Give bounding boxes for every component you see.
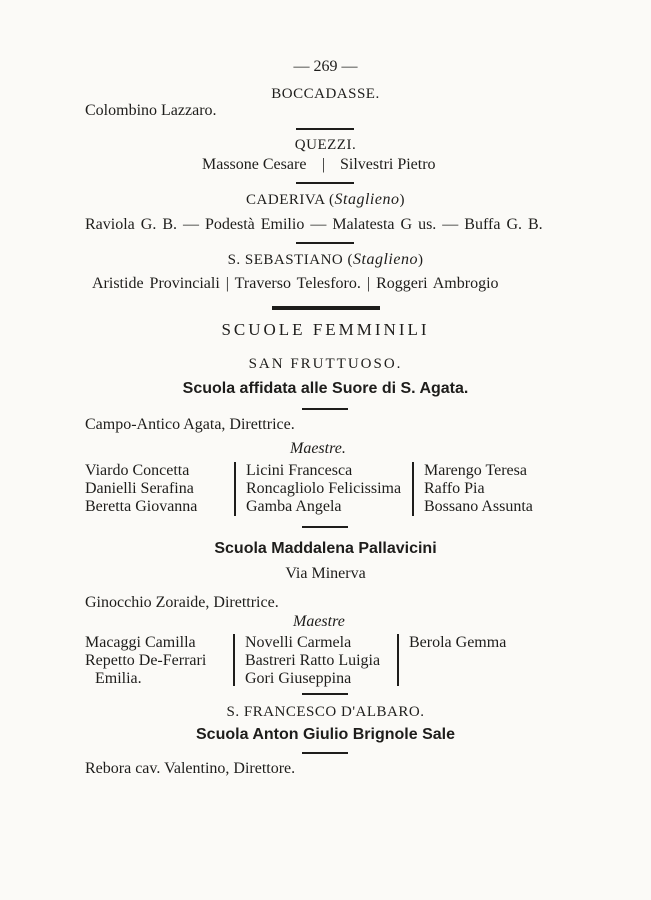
quezzi-left: Massone Cesare [202,156,307,173]
heading-text: S. SEBASTIANO ( [227,252,353,268]
teacher-name: Beretta Giovanna [85,498,198,515]
maestre-label: Maestre [293,613,345,630]
teacher-column-2 [245,634,380,688]
separator-rule [302,408,348,410]
heading-text: CADERIVA ( [246,192,335,208]
quezzi-right: Silvestri Pietro [340,156,436,173]
teacher-column-1 [85,634,206,688]
teacher-column-3 [424,462,533,516]
heading-end: ) [399,192,405,208]
teacher-column-1 [85,462,197,516]
school-name-agata: Scuola affidata alle Suore di S. Agata. [182,380,469,397]
separator-rule [296,182,354,184]
section-heading-albaro: S. FRANCESCO D'ALBARO. [226,704,425,720]
column-divider [233,634,235,686]
teacher-name: Licini Francesca [246,462,353,479]
separator-rule [302,752,348,754]
section-title-femminili: SCUOLE FEMMINILI [221,320,430,339]
heading-italic: Staglieno [334,191,400,208]
teacher-name: Gori Giuseppina [245,670,352,687]
teacher-name: Raffo Pia [424,480,485,497]
section-heading-caderiva [0,191,651,209]
separator-rule [296,242,354,244]
teacher-name: Berola Gemma [409,634,507,651]
sebastiano-line: Aristide Provinciali | Traverso Telesforo. | Roggeri Ambrogio [92,275,499,292]
boccadasse-line: Colombino Lazzaro. [85,102,217,119]
teacher-column-2 [246,462,401,516]
separator-rule [302,526,348,528]
director-agata: Campo-Antico Agata, Direttrice. [85,416,295,433]
school-name-pallavicini: Scuola Maddalena Pallavicini [214,540,437,557]
column-divider [412,462,414,516]
teacher-column-3 [409,634,506,652]
section-heading-quezzi: QUEZZI. [294,137,357,153]
teacher-name: Macaggi Camilla [85,634,196,651]
teacher-name: Bossano Assunta [424,498,533,515]
column-divider [234,462,236,516]
director-brignole: Rebora cav. Valentino, Direttore. [85,760,296,777]
separator-rule [296,128,354,130]
quezzi-sep: | [322,156,326,173]
teacher-name: Danielli Serafina [85,480,194,497]
teacher-name: Novelli Carmela [245,634,352,651]
section-heading-fruttuoso: SAN FRUTTUOSO. [248,356,403,372]
teacher-name: Roncagliolo Felicissima [246,480,402,497]
section-heading-boccadasse: BOCCADASSE. [271,86,380,102]
page-number: — 269 — [293,58,358,75]
teacher-name: Emilia. [95,670,142,687]
separator-rule [302,693,348,695]
teacher-name: Viardo Concetta [85,462,190,479]
school-name-brignole: Scuola Anton Giulio Brignole Sale [196,726,455,743]
heading-italic: Staglieno [353,251,418,268]
teacher-name: Gamba Angela [246,498,342,515]
maestre-label: Maestre. [290,440,346,457]
director-pallavicini: Ginocchio Zoraide, Direttrice. [85,594,279,611]
section-heading-sebastiano [0,251,651,269]
column-divider [397,634,399,686]
heading-end: ) [417,252,424,268]
teacher-name: Marengo Teresa [424,462,527,479]
teacher-name: Repetto De-Ferrari [85,652,207,669]
school-street: Via Minerva [285,565,366,582]
teacher-name: Bastreri Ratto Luigia [245,652,381,669]
caderiva-line: Raviola G. B. — Podestà Emilio — Malatesta G us. — Buffa G. B. [85,216,543,233]
thick-rule [272,306,380,310]
